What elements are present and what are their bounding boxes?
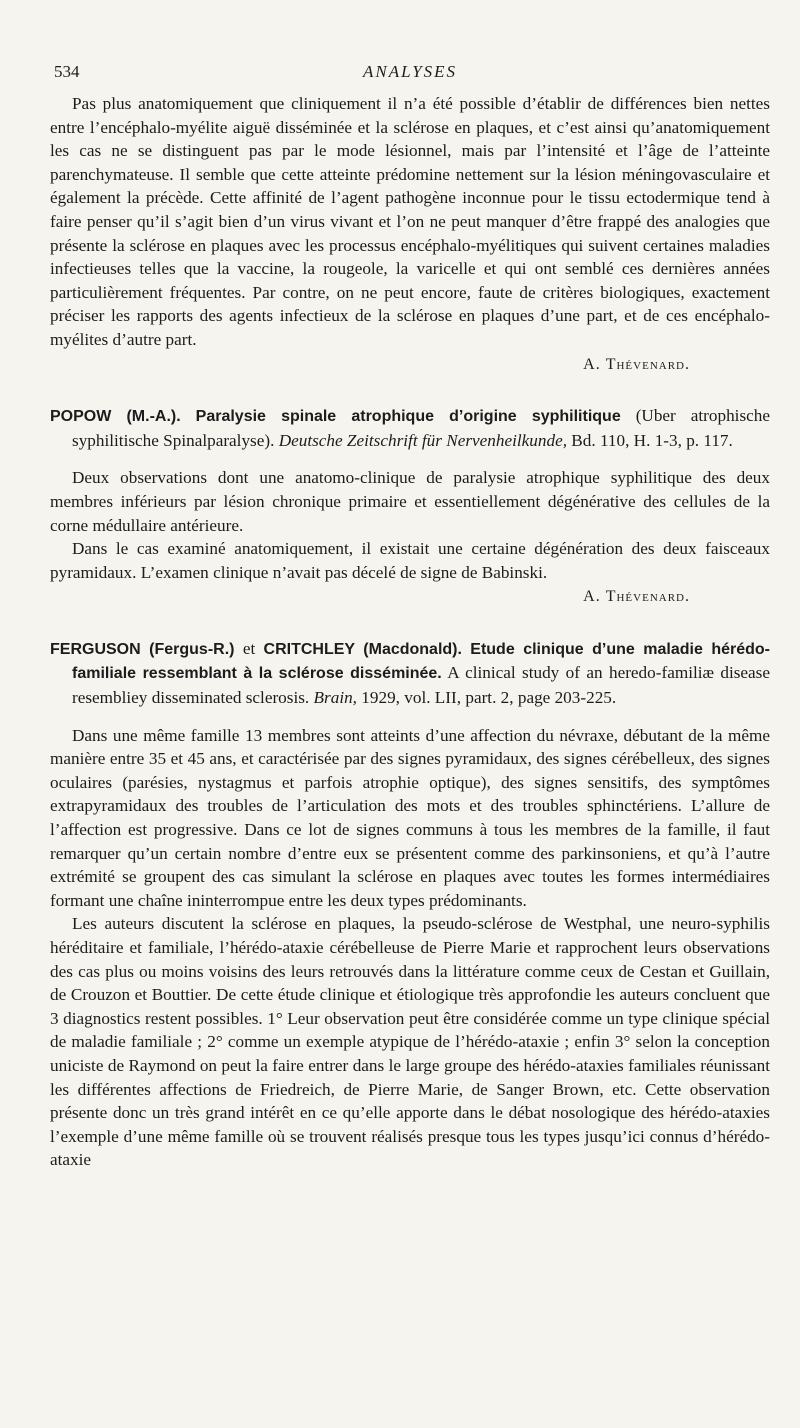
entry-citation: 1929, vol. LII, part. 2, page 203-225. (361, 688, 617, 708)
entry-title: Etude clinique d’une maladie hérédo-familiale ressemblant à la sclérose disséminée. (72, 640, 771, 683)
entry-author: POPOW (M.-A.). (50, 408, 181, 426)
entry-translation: A clinical study of an heredo-familiæ disease resembliey disseminated sclerosis. (72, 663, 770, 708)
entry-journal: Deutsche Zeitschrift für Nervenheilkunde, (278, 430, 567, 450)
author-signature (50, 585, 770, 609)
running-title: ANALYSES (362, 62, 458, 81)
entry-author: CRITCHLEY (Macdonald). (263, 640, 462, 658)
signature-name: Thévenard. (605, 588, 690, 606)
entry-journal: Brain, (313, 688, 357, 708)
analysis-paragraph: Deux observations dont une anatomo-clinique de paralysie atrophique syphilitique des deux membres inférieurs par lésion chronique primaire et essentiellement dégénérative des cellules de la corne médullaire antérieure. (50, 468, 770, 535)
analysis-paragraph: Pas plus anatomiquement que cliniquement il n’a été possible d’établir de différences bien nettes entre l’encéphalo-myélite aiguë disséminée et la sclérose en plaques, et c’est ainsi qu’anatomiquement les cas ne se distinguent pas par le mode lésionnel, mais par l’intensité et l’âge de l’atteinte parenchymateuse. Il semble que cette atteinte prédomine nettement sur la lésion méningovasculaire et également la précède. Cette affinité de l’agent pathogène inconnue pour le tissu ectodermique tend à faire penser qu’il s’agit bien d’un virus vivant et l’on ne peut manquer d’être frappé des analogies que présente la sclérose en plaques avec les processus encéphalo-myélitiques qui suivent certaines maladies infectieuses telles que la vaccine, la rougeole, la varicelle et qui ont semblé ces dernières années particulièrement fréquentes. Par contre, on ne peut encore, faute de critères biologiques, exactement préciser les rapports des agents infectieux de la sclérose en plaques d’une part, et de ces encéphalo-myélites d’autre part. (50, 94, 770, 349)
entry-conjunction: et (242, 638, 256, 658)
entry-citation: Bd. 110, H. 1-3, p. 117. (571, 430, 733, 450)
entry-author: FERGUSON (Fergus-R.) (50, 640, 235, 658)
signature-name: Thévenard. (605, 355, 690, 373)
running-header (50, 62, 770, 92)
signature-initial: A. (583, 588, 601, 606)
analysis-paragraph: Dans le cas examiné anatomiquement, il existait une certaine dégénération des deux faisceaux pyramidaux. L’examen clinique n’avait pas décelé de signe de Babinski. (50, 539, 770, 582)
entry-heading-ferguson (50, 637, 770, 710)
page-number: 534 (54, 62, 80, 81)
entry-title: Paralysie spinale atrophique d’origine syphilitique (195, 408, 621, 426)
entry-heading-popow (50, 404, 770, 452)
entry-translation: (Uber atrophische syphilitische Spinalparalyse). (72, 406, 770, 450)
analysis-paragraph: Les auteurs discutent la sclérose en plaques, la pseudo-sclérose de Westphal, une neuro-syphilis héréditaire et familiale, l’hérédo-ataxie cérébelleuse de Pierre Marie et rapprochent leurs observations des cas plus ou moins voisins des leurs retrouvés dans la littérature comme ceux de Cestan et Guillain, de Crouzon et Bouttier. De cette étude clinique et étiologique très approfondie les auteurs concluent que 3 diagnostics restent possibles. 1° Leur observation peut être considérée comme un type clinique spécial de maladie familiale ; 2° comme un exemple atypique de l’hérédo-ataxie ; enfin 3° selon la conception uniciste de Raymond on peut la faire entrer dans le large groupe des hérédo-ataxies familiales réunissant les différentes affections de Friedreich, de Pierre Marie, de Sanger Brown, etc. Cette observation présente donc un très grand intérêt en ce qu’elle apporte dans le débat nosologique des hérédo-ataxies l’exemple d’une même famille où se trouvent réalisés presque tous les types jusqu’ici connus d’hérédo-ataxie (50, 914, 770, 1170)
signature-initial: A. (583, 355, 601, 373)
author-signature (50, 353, 770, 377)
analysis-paragraph: Dans une même famille 13 membres sont atteints d’une affection du névraxe, débutant de la même manière entre 35 et 45 ans, et caractérisée par des signes pyramidaux, des signes cérébelleux, des signes oculaires (parésies, nystagmus et parfois atrophie optique), des signes sensitifs, des symptômes extrapyramidaux des troubles de l’articulation des mots et des troubles sphinctériens. L’allure de l’affection est progressive. Dans ce lot de signes communs à tous les membres de la famille, il faut remarquer qu’un certain nombre d’entre eux se présentent comme des parkinsoniens, et qu’à l’autre extrémité se groupent des cas simulant la sclérose en plaques avec toutes les formes intermédiaires formant une chaîne ininterrompue entre les deux types prédominants. (50, 725, 770, 910)
